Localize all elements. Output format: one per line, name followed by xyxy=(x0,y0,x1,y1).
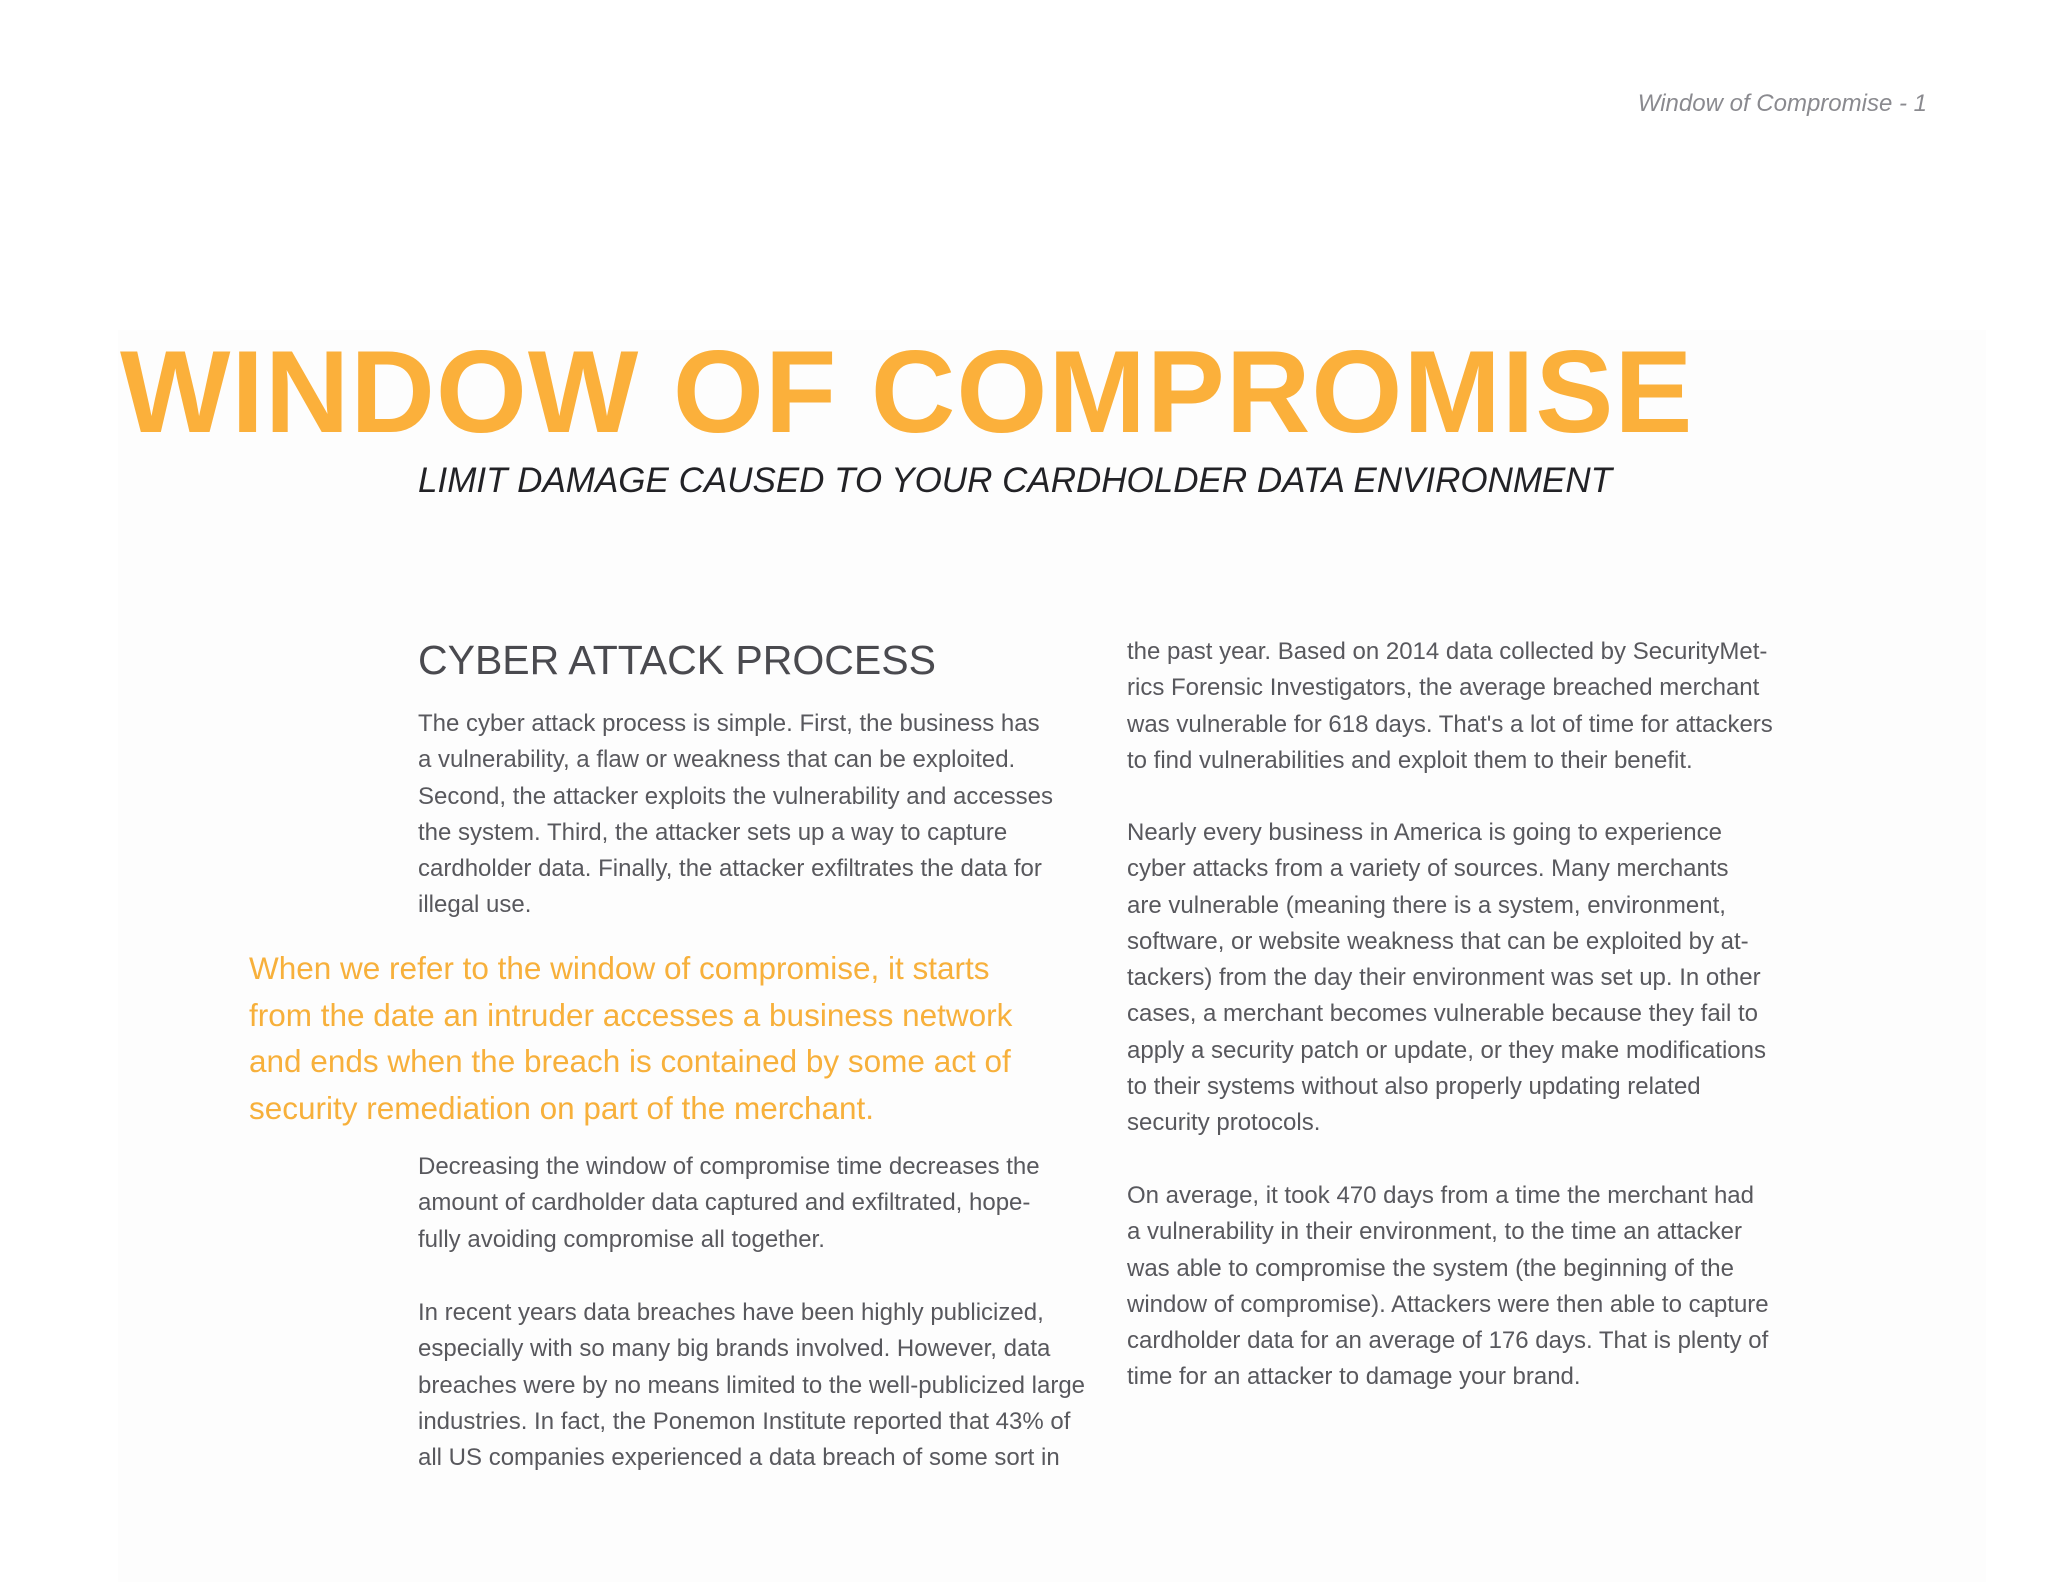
paragraph-line: especially with so many big brands involved. However, data xyxy=(418,1335,1051,1363)
pull-quote-line: from the date an intruder accesses a business network xyxy=(249,996,1013,1033)
paragraph-line: cardholder data for an average of 176 days. That is plenty of xyxy=(1127,1327,1769,1355)
paragraph-line: the system. Third, the attacker sets up a way to capture xyxy=(418,818,1008,846)
paragraph-line: the past year. Based on 2014 data collected by SecurityMet- xyxy=(1127,638,1768,665)
paragraph-line: The cyber attack process is simple. First, the business has xyxy=(418,710,1040,737)
paragraph-line: fully avoiding compromise all together. xyxy=(418,1225,825,1253)
paragraph-line: was vulnerable for 618 days. That's a lot of time for attackers xyxy=(1127,710,1773,738)
paragraph-line: industries. In fact, the Ponemon Institute reported that 43% of xyxy=(418,1407,1071,1435)
paragraph-line: illegal use. xyxy=(418,891,532,919)
paragraph-line: time for an attacker to damage your brand. xyxy=(1127,1363,1581,1391)
pull-quote-line: and ends when the breach is contained by some act of xyxy=(249,1043,1011,1079)
running-header: Window of Compromise - 1 xyxy=(1637,90,1927,117)
paragraph-line: Second, the attacker exploits the vulnerability and accesses xyxy=(418,782,1054,810)
paragraph-line: On average, it took 470 days from a time the merchant had xyxy=(1127,1182,1754,1209)
paragraph-line: Nearly every business in America is going to experience xyxy=(1127,819,1722,846)
paragraph-line: a vulnerability, a flaw or weakness that can be exploited. xyxy=(418,746,1016,774)
pull-quote-line: When we refer to the window of compromise, it starts xyxy=(249,950,990,986)
paragraph-line: security protocols. xyxy=(1127,1109,1321,1137)
paragraph-line: cardholder data. Finally, the attacker exfiltrates the data for xyxy=(418,855,1042,883)
paragraph-line: breaches were by no means limited to the well-publicized large xyxy=(418,1371,1086,1399)
page-subtitle: LIMIT DAMAGE CAUSED TO YOUR CARDHOLDER DATA ENVIRONMENT xyxy=(418,461,1613,500)
paragraph-line: cyber attacks from a variety of sources. Many merchants xyxy=(1127,855,1729,883)
paragraph-line: cases, a merchant becomes vulnerable because they fail to xyxy=(1127,1000,1759,1028)
nearly-every-business-paragraph xyxy=(1127,815,1766,1142)
paragraph-line: to their systems without also properly updating related xyxy=(1127,1073,1701,1101)
pull-quote-line: security remediation on part of the merchant. xyxy=(249,1089,875,1126)
paragraph-line: software, or website weakness that can be exploited by at- xyxy=(1127,927,1749,955)
on-average-paragraph xyxy=(1127,1178,1769,1396)
paragraph-line: all US companies experienced a data breach of some sort in xyxy=(418,1444,1060,1472)
paragraph-line: rics Forensic Investigators, the average breached merchant xyxy=(1127,674,1760,702)
page-title: WINDOW OF COMPROMISE xyxy=(120,326,1694,457)
paragraph-line: tackers) from the day their environment was set up. In other xyxy=(1127,964,1761,992)
paragraph-line: are vulnerable (meaning there is a system, environment, xyxy=(1127,891,1726,919)
recent-years-paragraph xyxy=(418,1295,1085,1476)
paragraph-line: amount of cardholder data captured and exfiltrated, hope- xyxy=(418,1189,1031,1217)
paragraph-line: In recent years data breaches have been highly publicized, xyxy=(418,1299,1044,1326)
paragraph-line: Decreasing the window of compromise time decreases the xyxy=(418,1153,1040,1180)
continued-paragraph xyxy=(1127,634,1773,779)
intro-paragraph xyxy=(418,706,1053,924)
pull-quote xyxy=(249,945,1012,1131)
paragraph-line: to find vulnerabilities and exploit them to their benefit. xyxy=(1127,746,1693,774)
section-heading: CYBER ATTACK PROCESS xyxy=(418,637,936,683)
paragraph-line: was able to compromise the system (the beginning of the xyxy=(1127,1254,1734,1282)
paragraph-line: apply a security patch or update, or they make modifications xyxy=(1127,1036,1766,1064)
paragraph-line: window of compromise). Attackers were then able to capture xyxy=(1127,1290,1769,1318)
paragraph-line: a vulnerability in their environment, to the time an attacker xyxy=(1127,1218,1742,1246)
decreasing-paragraph xyxy=(418,1149,1040,1258)
